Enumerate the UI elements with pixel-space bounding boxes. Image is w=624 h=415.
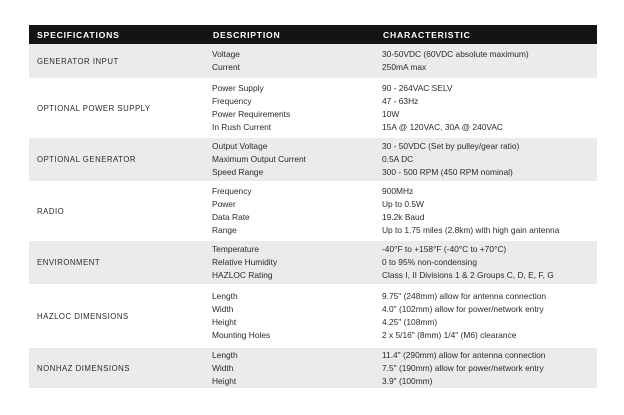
characteristic-text: 0 to 95% non-condensing bbox=[382, 257, 477, 267]
characteristic-text: 4.25" (108mm) bbox=[382, 317, 438, 327]
characteristic-cell bbox=[382, 286, 597, 346]
description-text: Speed Range bbox=[212, 167, 264, 177]
table-row bbox=[29, 286, 597, 348]
description-cell bbox=[212, 183, 382, 239]
spec-name: OPTIONAL GENERATOR bbox=[37, 155, 136, 164]
description-text: Width bbox=[212, 304, 234, 314]
characteristic-text: Class I, II Divisions 1 & 2 Groups C, D, E, F, G bbox=[382, 270, 554, 280]
description-text: Power Supply bbox=[212, 83, 264, 93]
table-row bbox=[29, 138, 597, 183]
description-text: Range bbox=[212, 225, 237, 235]
characteristic-text: 15A @ 120VAC, 30A @ 240VAC bbox=[382, 122, 503, 132]
spec-name: ENVIRONMENT bbox=[37, 258, 101, 267]
spec-name: OPTIONAL POWER SUPPLY bbox=[37, 103, 151, 113]
characteristic-text: 30-50VDC (60VDC absolute maximum) bbox=[382, 49, 529, 59]
characteristic-text: 11.4" (290mm) allow for antenna connection bbox=[382, 349, 546, 360]
spec-name: GENERATOR INPUT bbox=[37, 56, 119, 66]
description-text: Length bbox=[212, 291, 238, 301]
characteristic-cell bbox=[382, 183, 597, 239]
description-text: Relative Humidity bbox=[212, 257, 278, 267]
characteristic-text: -40°F to +158°F (-40°C to +70°C) bbox=[382, 244, 507, 254]
description-text: Height bbox=[212, 317, 237, 327]
characteristic-text: 47 - 63Hz bbox=[382, 96, 419, 106]
spec-name: NONHAZ DIMENSIONS bbox=[37, 363, 130, 373]
table-row bbox=[29, 80, 597, 138]
description-text: Mounting Holes bbox=[212, 330, 271, 340]
description-text: Current bbox=[212, 62, 240, 72]
table-body bbox=[29, 44, 597, 390]
characteristic-text: Up to 0.5W bbox=[382, 199, 424, 209]
description-cell bbox=[212, 348, 382, 388]
description-text: Frequency bbox=[212, 96, 252, 106]
table-row bbox=[29, 44, 597, 80]
characteristic-text: 300 - 500 RPM (450 RPM nominal) bbox=[382, 167, 513, 177]
description-text: Width bbox=[212, 362, 234, 373]
characteristic-text: 7.5" (190mm) allow for power/network entry bbox=[382, 362, 544, 373]
description-cell bbox=[212, 44, 382, 78]
table-header bbox=[29, 25, 597, 44]
header-characteristic: CHARACTERISTIC bbox=[383, 29, 471, 40]
spec-name: RADIO bbox=[37, 206, 65, 216]
characteristic-cell bbox=[382, 348, 597, 388]
spec-table bbox=[29, 25, 597, 390]
description-cell bbox=[212, 241, 382, 284]
description-text: Maximum Output Current bbox=[212, 154, 307, 164]
description-text: Height bbox=[212, 375, 237, 386]
spec-name: HAZLOC DIMENSIONS bbox=[37, 311, 129, 321]
characteristic-text: 4.0" (102mm) allow for power/network entry bbox=[382, 304, 544, 314]
characteristic-text: 3.9" (100mm) bbox=[382, 375, 433, 386]
characteristic-cell bbox=[382, 138, 597, 181]
characteristic-text: 250mA max bbox=[382, 62, 427, 72]
description-text: In Rush Current bbox=[212, 122, 272, 132]
characteristic-text: 10W bbox=[382, 109, 400, 119]
description-text: Voltage bbox=[212, 49, 240, 59]
table-row bbox=[29, 241, 597, 286]
characteristic-cell bbox=[382, 241, 597, 284]
table-row bbox=[29, 183, 597, 241]
table-row bbox=[29, 348, 597, 390]
characteristic-text: Up to 1.75 miles (2.8km) with high gain antenna bbox=[382, 225, 560, 235]
description-text: Power bbox=[212, 199, 236, 209]
characteristic-text: 90 - 264VAC SELV bbox=[382, 83, 453, 93]
characteristic-text: 2 x 5/16" (8mm) 1/4" (M6) clearance bbox=[382, 330, 517, 340]
characteristic-text: 19.2k Baud bbox=[382, 212, 425, 222]
description-cell bbox=[212, 286, 382, 346]
description-cell bbox=[212, 80, 382, 136]
characteristic-text: 30 - 50VDC (Set by pulley/gear ratio) bbox=[382, 141, 520, 151]
characteristic-text: 900MHz bbox=[382, 186, 414, 196]
characteristic-text: 0.5A DC bbox=[382, 154, 414, 164]
description-cell bbox=[212, 138, 382, 181]
characteristic-cell bbox=[382, 44, 597, 78]
description-text: Length bbox=[212, 349, 238, 360]
description-text: Temperature bbox=[212, 244, 260, 254]
description-text: Output Voltage bbox=[212, 141, 268, 151]
header-description: DESCRIPTION bbox=[213, 29, 281, 40]
header-specifications: SPECIFICATIONS bbox=[37, 29, 120, 40]
description-text: Frequency bbox=[212, 186, 252, 196]
description-text: Power Requirements bbox=[212, 109, 291, 119]
description-text: HAZLOC Rating bbox=[212, 270, 273, 280]
characteristic-text: 9.75" (248mm) allow for antenna connection bbox=[382, 291, 547, 301]
description-text: Data Rate bbox=[212, 212, 250, 222]
characteristic-cell bbox=[382, 80, 597, 136]
